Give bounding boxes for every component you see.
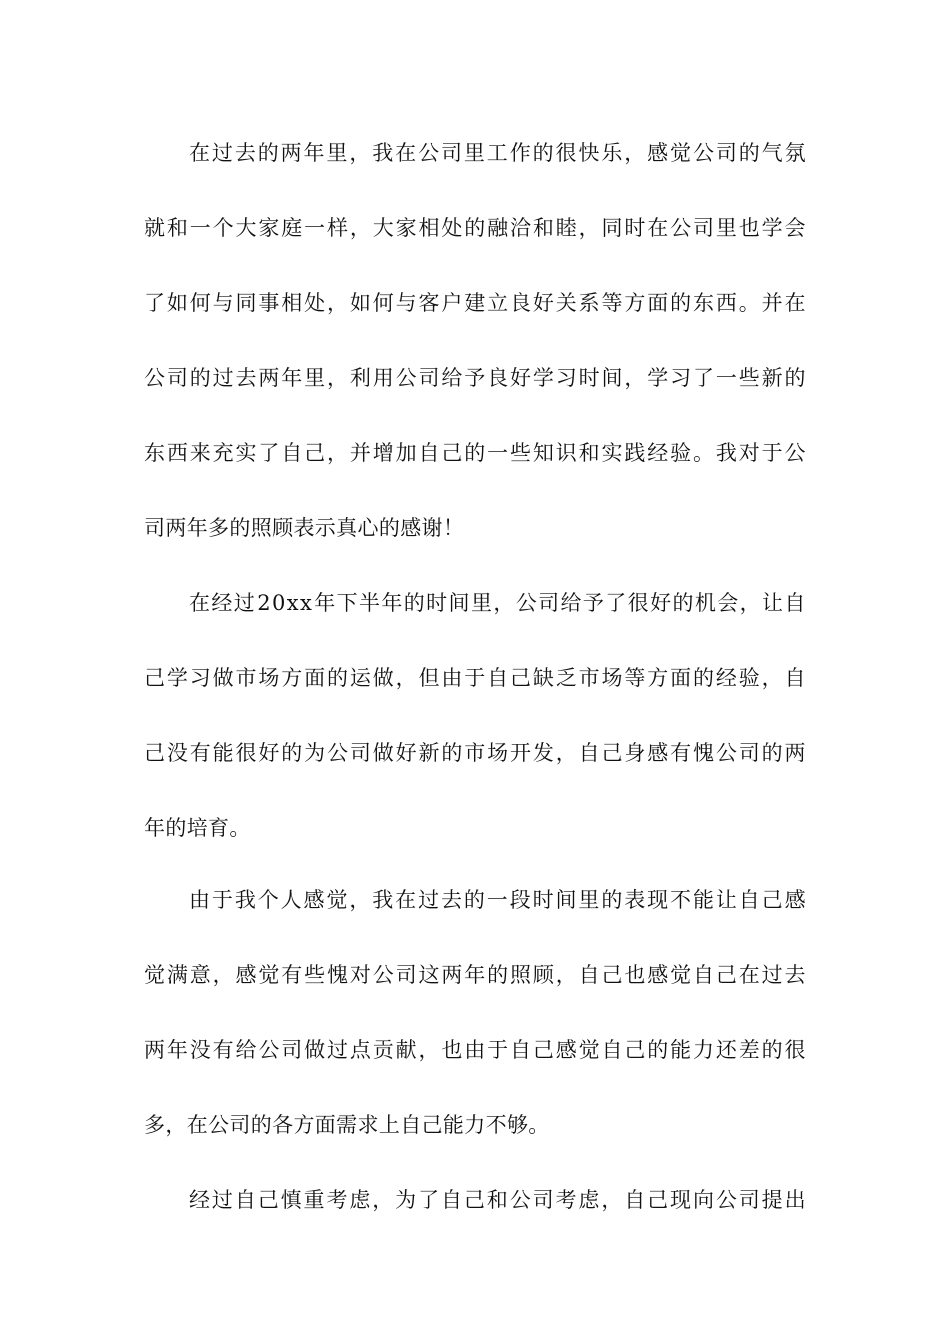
paragraph-3-line-3: 两 年 没 有 给 公 司 做 过 点 贡 献 ， 也 由 于 自 己 感 觉 自 己 的 能 力 还 差 的 很	[144, 1038, 806, 1062]
paragraph-1-line-4: 公 司 的 过 去 两 年 里 ， 利 用 公 司 给 予 良 好 学 习 时 间 ， 学 习 了 一 些 新 的	[144, 366, 806, 390]
paragraph-1-line-2: 就 和 一 个 大 家 庭 一 样 ， 大 家 相 处 的 融 洽 和 睦 ， 同 时 在 公 司 里 也 学 会	[144, 216, 806, 240]
paragraph-1-line-3: 了 如 何 与 同 事 相 处 ， 如 何 与 客 户 建 立 良 好 关 系 等 方 面 的 东 西 。 并 在	[144, 291, 806, 315]
paragraph-3-line-2: 觉 满 意 ， 感 觉 有 些 愧 对 公 司 这 两 年 的 照 顾 ， 自 己 也 感 觉 自 己 在 过 去	[144, 963, 806, 987]
paragraph-2-line-1: 在 经 过 2 0 x x 年 下 半 年 的 时 间 里 ， 公 司 给 予 了 很 好 的 机 会 ， 让 自	[189, 591, 806, 615]
paragraph-2-line-4: 年的培育。	[144, 816, 251, 840]
paragraph-2-line-3: 己 没 有 能 很 好 的 为 公 司 做 好 新 的 市 场 开 发 ， 自 己 身 感 有 愧 公 司 的 两	[144, 741, 806, 765]
paragraph-4-line-1: 经 过 自 己 慎 重 考 虑 ， 为 了 自 己 和 公 司 考 虑 ， 自 己 现 向 公 司 提 出	[189, 1188, 806, 1212]
paragraph-1-line-6: 司两年多的照顾表示真心的感谢！	[144, 516, 465, 540]
paragraph-3-line-4: 多，在公司的各方面需求上自己能力不够。	[144, 1113, 550, 1137]
paragraph-1-line-1: 在 过 去 的 两 年 里 ， 我 在 公 司 里 工 作 的 很 快 乐 ， 感 觉 公 司 的 气 氛	[189, 141, 806, 165]
paragraph-1-line-5: 东 西 来 充 实 了 自 己 ， 并 增 加 自 己 的 一 些 知 识 和 实 践 经 验 。 我 对 于 公	[144, 441, 806, 465]
paragraph-2-line-2: 己 学 习 做 市 场 方 面 的 运 做 ， 但 由 于 自 己 缺 乏 市 场 等 方 面 的 经 验 ， 自	[144, 666, 806, 690]
paragraph-3-line-1: 由 于 我 个 人 感 觉 ， 我 在 过 去 的 一 段 时 间 里 的 表 现 不 能 让 自 己 感	[189, 888, 806, 912]
